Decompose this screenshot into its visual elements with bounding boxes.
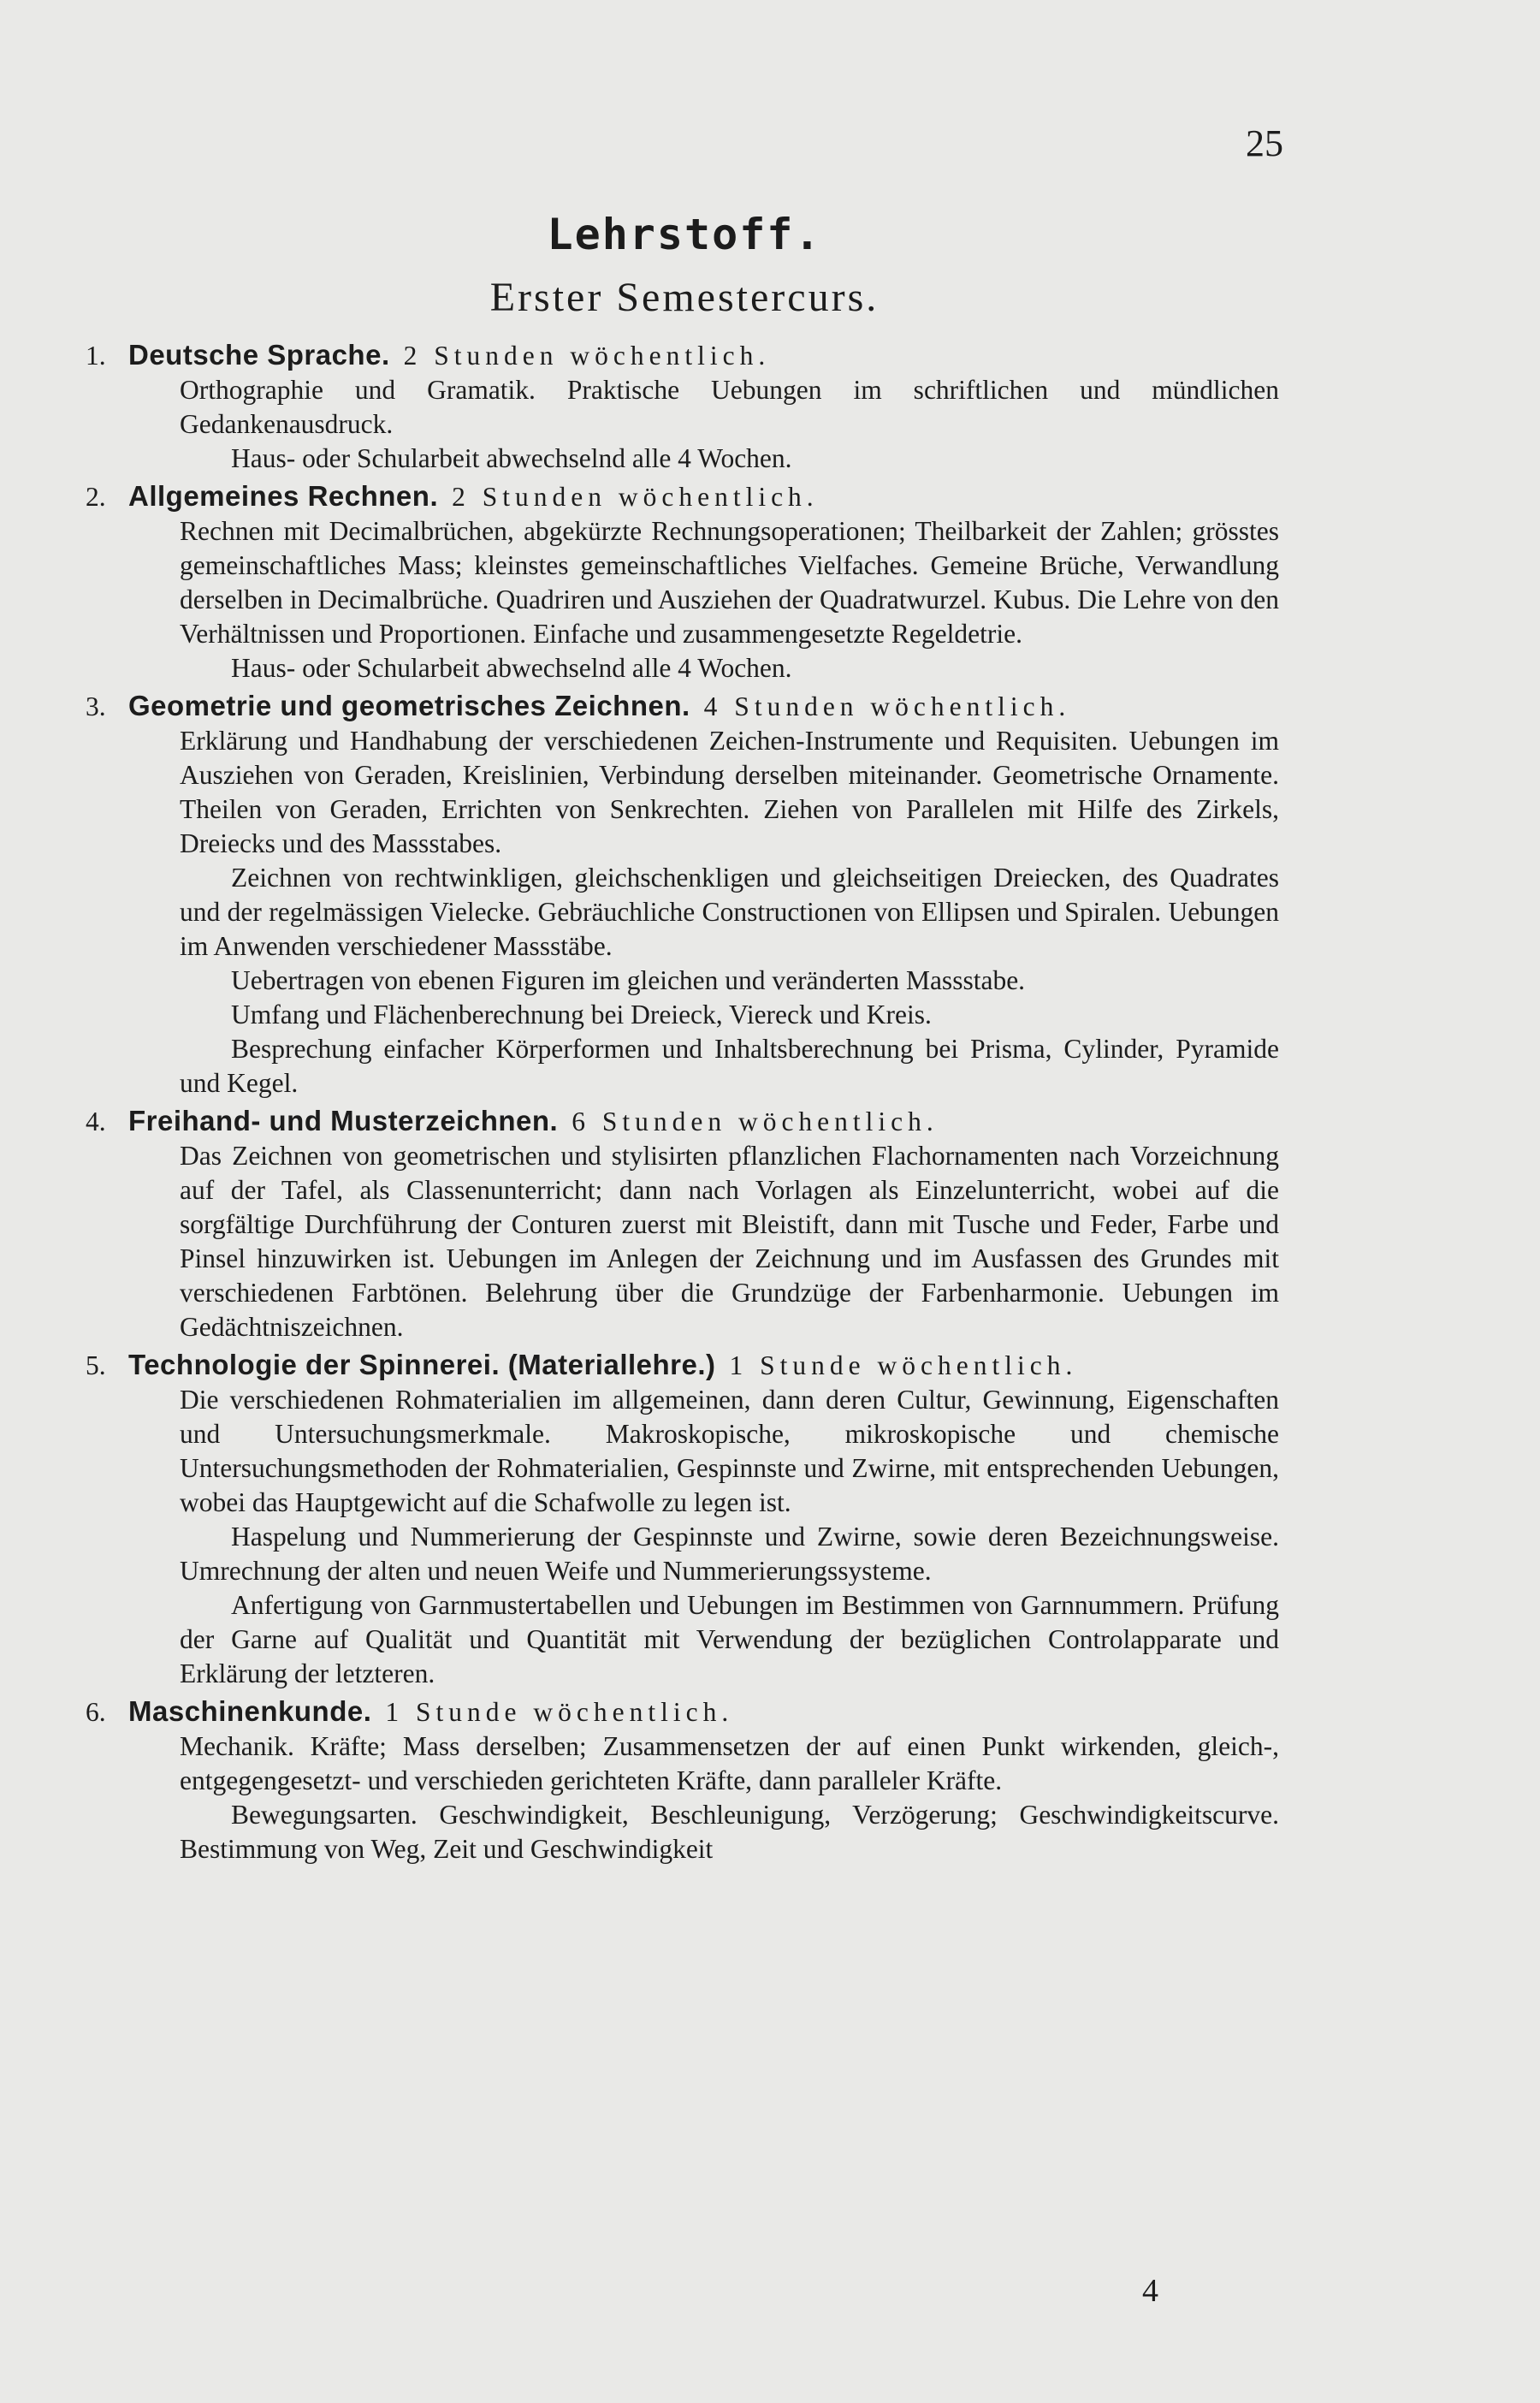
section-number: 6. xyxy=(86,1697,106,1727)
paragraph: Zeichnen von rechtwinkligen, gleichschenkligen und gleichseitigen Dreiecken, des Quadrates und der regelmässigen Vielecke. Gebräuchliche Constructionen von Ellipsen und Spiralen. Uebungen im Anwenden verschiedener Massstäbe. xyxy=(180,863,1279,961)
paragraph: Anfertigung von Garnmustertabellen und Uebungen im Bestimmen von Garnnummern. Prüfung der Garne auf Qualität und Quantität mit Verwendung der bezüglichen Controlapparate und Erklärung der letzteren. xyxy=(180,1590,1279,1688)
section-geometrie xyxy=(86,689,1279,1101)
paragraph: Uebertragen von ebenen Figuren im gleichen und veränderten Massstabe. xyxy=(231,965,1026,995)
section-freihandzeichnen xyxy=(86,1104,1279,1344)
section-technologie-spinnerei xyxy=(86,1348,1279,1691)
section-title: Technologie der Spinnerei. (Materiallehre.) xyxy=(128,1349,716,1380)
syllabus-body xyxy=(86,338,1279,1870)
section-header xyxy=(86,338,1279,373)
section-frequency: 2 Stunden wöchentlich. xyxy=(403,341,771,371)
page-subheading: Erster Semestercurs. xyxy=(489,275,880,320)
paragraph: Haus- oder Schularbeit abwechselnd alle 4 Wochen. xyxy=(231,653,792,683)
section-title: Freihand- und Musterzeichnen. xyxy=(128,1105,559,1136)
section-header xyxy=(86,1104,1279,1139)
section-header xyxy=(86,1348,1279,1383)
section-number: 3. xyxy=(86,691,106,721)
section-maschinenkunde xyxy=(86,1694,1279,1866)
section-deutsche-sprache xyxy=(86,338,1279,476)
section-number: 5. xyxy=(86,1350,106,1380)
paragraph: Haus- oder Schularbeit abwechselnd alle 4 Wochen. xyxy=(231,443,792,473)
section-header xyxy=(86,689,1279,724)
section-number: 2. xyxy=(86,482,106,512)
page-number: 25 xyxy=(1246,122,1283,164)
paragraph: Rechnen mit Decimalbrüchen, abgekürzte Rechnungsoperationen; Theilbarkeit der Zahlen; grösstes gemeinschaftliches Mass; kleinstes gemeinschaftliches Vielfaches. Gemeine Brüche, Verwandlung derselben in Decimalbrüche. Quadriren und Ausziehen der Quadratwurzel. Kubus. Die Lehre von den Verhältnissen und Proportionen. Einfache und zusammengesetzte Regeldetrie. xyxy=(180,516,1279,649)
paragraph: Umfang und Flächenberechnung bei Dreieck, Viereck und Kreis. xyxy=(231,1000,932,1029)
section-frequency: 1 Stunde wöchentlich. xyxy=(385,1697,734,1727)
paragraph: Bewegungsarten. Geschwindigkeit, Beschleunigung, Verzögerung; Geschwindigkeitscurve. Bestimmung von Weg, Zeit und Geschwindigkeit xyxy=(180,1800,1279,1864)
section-allgemeines-rechnen xyxy=(86,479,1279,685)
section-title: Allgemeines Rechnen. xyxy=(128,480,439,512)
paragraph: Besprechung einfacher Körperformen und Inhaltsberechnung bei Prisma, Cylinder, Pyramide und Kegel. xyxy=(180,1034,1279,1098)
signature-mark: 4 xyxy=(1142,2273,1158,2309)
section-title: Maschinenkunde. xyxy=(128,1695,372,1727)
section-header xyxy=(86,479,1279,514)
section-number: 1. xyxy=(86,341,106,371)
paragraph: Erklärung und Handhabung der verschiedenen Zeichen-Instrumente und Requisiten. Uebungen im Ausziehen von Geraden, Kreislinien, Verbindung derselben miteinander. Geometrische Ornamente. Theilen von Geraden, Errichten von Senkrechten. Ziehen von Parallelen mit Hilfe des Zirkels, Dreiecks und des Massstabes. xyxy=(180,726,1279,858)
section-frequency: 6 Stunden wöchentlich. xyxy=(572,1107,939,1136)
paragraph: Orthographie und Gramatik. Praktische Uebungen im schriftlichen und mündlichen Gedankenausdruck. xyxy=(180,375,1279,439)
section-number: 4. xyxy=(86,1107,106,1136)
section-title: Geometrie und geometrisches Zeichnen. xyxy=(128,690,690,721)
paragraph: Haspelung und Nummerierung der Gespinnste und Zwirne, sowie deren Bezeichnungsweise. Umrechnung der alten und neuen Weife und Nummerierungssysteme. xyxy=(180,1522,1279,1586)
page-heading: Lehrstoff. xyxy=(547,210,822,259)
paragraph: Die verschiedenen Rohmaterialien im allgemeinen, dann deren Cultur, Gewinnung, Eigenschaften und Untersuchungsmerkmale. Makroskopische, mikroskopische und chemische Untersuchungsmethoden der Rohmaterialien, Gespinnste und Zwirne, mit entsprechenden Uebungen, wobei das Hauptgewicht auf die Schafwolle zu legen ist. xyxy=(180,1385,1279,1517)
paragraph: Mechanik. Kräfte; Mass derselben; Zusammensetzen der auf einen Punkt wirkenden, gleich-, entgegengesetzt- und verschieden gerichteten Kräfte, dann paralleler Kräfte. xyxy=(180,1731,1279,1795)
section-frequency: 1 Stunde wöchentlich. xyxy=(729,1350,1078,1380)
section-frequency: 4 Stunden wöchentlich. xyxy=(703,691,1071,721)
section-frequency: 2 Stunden wöchentlich. xyxy=(452,482,819,512)
paragraph: Das Zeichnen von geometrischen und stylisirten pflanzlichen Flachornamenten nach Vorzeichnung auf der Tafel, als Classenunterricht; dann nach Vorlagen als Einzelunterricht, wobei auf die sorgfältige Durchführung der Conturen zuerst mit Bleistift, dann mit Tusche und Feder, Farbe und Pinsel hinzuwirken ist. Uebungen im Anlegen der Zeichnung und im Ausfassen des Grundes mit verschiedenen Farbtönen. Belehrung über die Grundzüge der Farbenharmonie. Uebungen im Gedächtniszeichnen. xyxy=(180,1141,1279,1342)
section-header xyxy=(86,1694,1279,1730)
section-title: Deutsche Sprache. xyxy=(128,339,390,371)
